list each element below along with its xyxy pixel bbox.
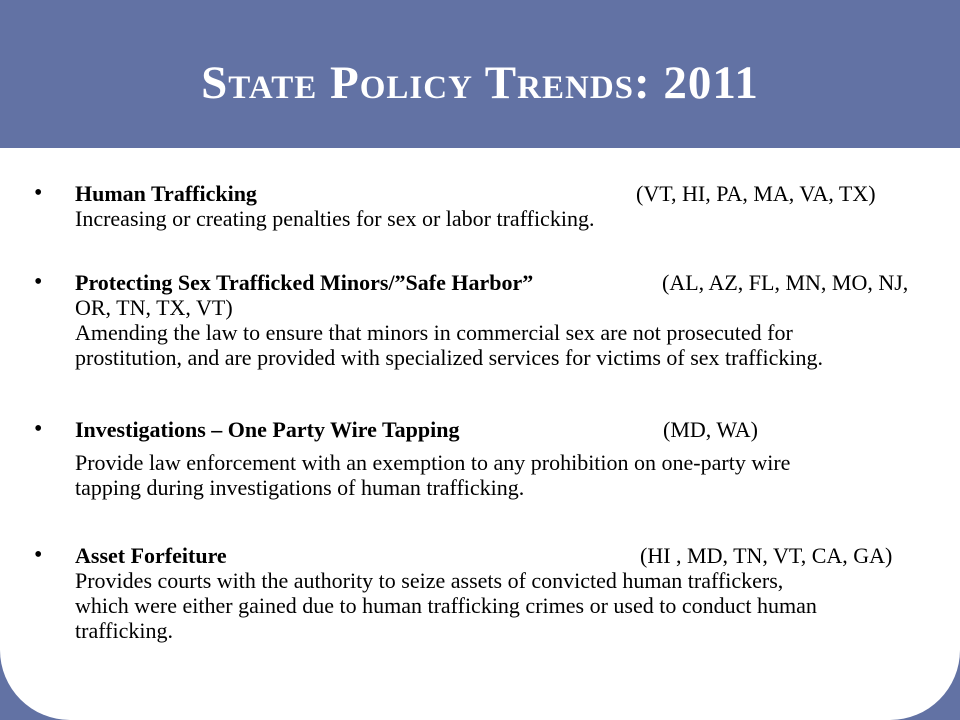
policy-item-safe-harbor [0, 270, 960, 370]
policy-description-line: trafficking. [75, 618, 173, 643]
policy-description-line: Provide law enforcement with an exemption to any prohibition on one-party wire [75, 450, 791, 475]
bullet-icon: • [34, 180, 43, 206]
bullet-icon: • [34, 269, 43, 295]
bullet-icon: • [34, 542, 43, 568]
policy-item-human-trafficking [0, 181, 960, 231]
policy-description-line: Amending the law to ensure that minors in commercial sex are not prosecuted for [75, 320, 793, 345]
policy-states-continued: OR, TN, TX, VT) [75, 295, 233, 320]
policy-description-line: Increasing or creating penalties for sex or labor trafficking. [75, 206, 595, 231]
policy-title: Asset Forfeiture [75, 543, 227, 568]
policy-description-line: Provides courts with the authority to seize assets of convicted human traffickers, [75, 568, 784, 593]
policy-states: (HI , MD, TN, VT, CA, GA) [640, 543, 893, 568]
policy-title: Human Trafficking [75, 181, 257, 206]
policy-title: Protecting Sex Trafficked Minors/”Safe Harbor” [75, 270, 534, 295]
policy-description-line: tapping during investigations of human trafficking. [75, 475, 525, 500]
policy-item-asset-forfeiture [0, 543, 960, 643]
policy-description-line: which were either gained due to human trafficking crimes or used to conduct human [75, 593, 817, 618]
policy-states: (AL, AZ, FL, MN, MO, NJ, [662, 270, 909, 295]
policy-title: Investigations – One Party Wire Tapping [75, 417, 460, 442]
policy-states: (MD, WA) [663, 417, 758, 442]
policy-states: (VT, HI, PA, MA, VA, TX) [636, 181, 876, 206]
bullet-icon: • [34, 416, 43, 442]
policy-item-wire-tapping [0, 417, 960, 500]
slide-title: State Policy Trends: 2011 [201, 57, 759, 109]
policy-description-line: prostitution, and are provided with specialized services for victims of sex trafficking. [75, 345, 823, 370]
